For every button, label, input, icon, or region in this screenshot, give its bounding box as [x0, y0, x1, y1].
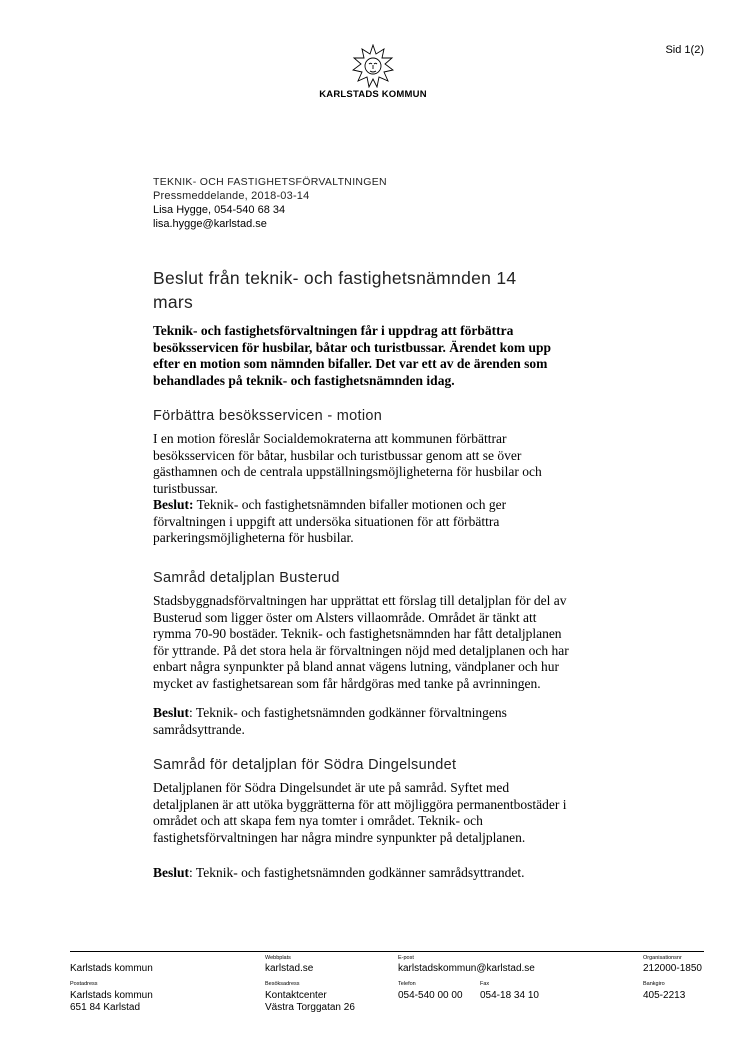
- intro-line: efter en motion som nämnden bifaller. Det var ett av de ärenden som: [153, 356, 548, 371]
- press-release-date: Pressmeddelande, 2018-03-14: [153, 190, 310, 202]
- document-title: [153, 266, 623, 314]
- decision-line: [153, 705, 633, 722]
- body-line: Detaljplanen för Södra Dingelsundet är ute på samråd. Syftet med: [153, 780, 510, 795]
- decision-text: : Teknik- och fastighetsnämnden godkänner samrådsyttrandet.: [189, 865, 525, 880]
- body-line: I en motion föreslår Socialdemokraterna att kommunen förbättrar: [153, 431, 507, 446]
- title-line: Beslut från teknik- och fastighetsnämnden 14: [153, 268, 517, 288]
- intro-line: Teknik- och fastighetsförvaltningen får i uppdrag att förbättra: [153, 323, 514, 338]
- decision-text: samrådsyttrande.: [153, 721, 245, 737]
- municipality-logo: [300, 44, 446, 100]
- sun-crest-icon: [352, 44, 394, 88]
- footer-bankgiro-value: 405-2213: [643, 990, 686, 1001]
- footer-visit-address: [265, 990, 355, 1014]
- visit-address-line: Västra Torggatan 26: [265, 1002, 355, 1013]
- decision-text: : Teknik- och fastighetsnämnden godkänner förvaltningens: [189, 705, 507, 720]
- section-decision: [153, 705, 633, 738]
- footer-fax-label: Fax: [480, 981, 490, 987]
- body-line: för yttrande. På det stora hela är förvaltningen nöjd med detaljplanen och har: [153, 642, 569, 658]
- sender-block: [153, 175, 387, 231]
- section-heading: Samråd detaljplan Busterud: [153, 570, 340, 586]
- body-line: turistbussar.: [153, 480, 218, 496]
- post-address-line: 651 84 Karlstad: [70, 1002, 141, 1013]
- footer-post-label: Postadress: [70, 981, 98, 987]
- decision-line: [153, 865, 633, 882]
- body-line: mycket av fastighetsarean som får hårdgöras med tanke på avrinningen.: [153, 675, 541, 691]
- section-body: [153, 431, 633, 547]
- decision-text: parkeringsmöjligheterna för husbilar.: [153, 530, 354, 545]
- body-line: detaljplanen är att utöka byggrätterna för att möjliggöra permanentbostäder i: [153, 796, 567, 812]
- contact-email: lisa.hygge@karlstad.se: [153, 218, 267, 230]
- footer-org-name: Karlstads kommun: [70, 963, 153, 974]
- footer-email-label: E-post: [398, 955, 414, 961]
- footer-bankgiro-label: Bankgiro: [643, 981, 665, 987]
- footer-post-address: [70, 990, 153, 1014]
- section-decision: [153, 865, 633, 882]
- footer-orgnr-label: Organisationsnr: [643, 955, 682, 961]
- intro-line: behandlades på teknik- och fastighetsnämnden idag.: [153, 372, 455, 388]
- intro-paragraph: [153, 323, 623, 389]
- footer-visit-label: Besöksadress: [265, 981, 300, 987]
- logo-text: KARLSTADS KOMMUN: [319, 89, 427, 100]
- post-address-line: Karlstads kommun: [70, 990, 153, 1001]
- decision-text: förvaltningen i uppgift att undersöka situationen för att förbättra: [153, 513, 500, 529]
- decision-text: Teknik- och fastighetsnämnden bifaller motionen och ger: [193, 497, 507, 512]
- body-line: gästhamnen och de centrala uppställningsmöjligheterna för husbilar och: [153, 464, 542, 479]
- body-line: besöksservicen för båtar, husbilar och turistbussar genom att se över: [153, 447, 522, 463]
- department-name: TEKNIK- OCH FASTIGHETSFÖRVALTNINGEN: [153, 176, 387, 188]
- body-line: området och att skapa fem nya tomter i området. Teknik- och: [153, 813, 483, 828]
- body-line: fastighetsförvaltningen har några mindre synpunkter på detaljplanen.: [153, 829, 526, 845]
- footer-web-label: Webbplats: [265, 955, 291, 961]
- footer-fax-value: 054-18 34 10: [480, 990, 539, 1001]
- contact-name: Lisa Hygge, 054-540 68 34: [153, 204, 286, 216]
- footer-phone-label: Telefon: [398, 981, 416, 987]
- section-body: [153, 780, 633, 846]
- decision-label: Beslut: [153, 705, 190, 720]
- page-number: Sid 1(2): [665, 44, 704, 56]
- title-line: mars: [153, 292, 194, 312]
- decision-label: Beslut:: [153, 497, 194, 512]
- decision-label: Beslut: [153, 865, 190, 880]
- visit-address-line: Kontaktcenter: [265, 990, 327, 1001]
- footer-email-link[interactable]: karlstadskommun@karlstad.se: [398, 963, 535, 974]
- footer-phone-value: 054-540 00 00: [398, 990, 463, 1001]
- body-line: enbart några synpunkter på bland annat vägens lutning, vändplaner och hur: [153, 659, 559, 674]
- body-line: Busterud som ligger öster om Alsters villaområde. Området är tänkt att: [153, 609, 537, 625]
- body-line: Stadsbyggnadsförvaltningen har upprättat ett förslag till detaljplan för del av: [153, 593, 567, 608]
- footer-orgnr-value: 212000-1850: [643, 963, 702, 974]
- footer-web-link[interactable]: karlstad.se: [265, 963, 314, 974]
- body-line: rymma 70-90 bostäder. Teknik- och fastighetsnämnden har fått detaljplanen: [153, 626, 562, 641]
- section-heading: Samråd för detaljplan för Södra Dingelsundet: [153, 757, 457, 773]
- decision-line: [153, 497, 633, 514]
- section-heading: Förbättra besöksservicen - motion: [153, 408, 383, 424]
- intro-line: besöksservicen för husbilar, båtar och turistbussar. Ärendet kom upp: [153, 339, 552, 355]
- footer-divider: [70, 951, 704, 952]
- section-body: [153, 593, 633, 692]
